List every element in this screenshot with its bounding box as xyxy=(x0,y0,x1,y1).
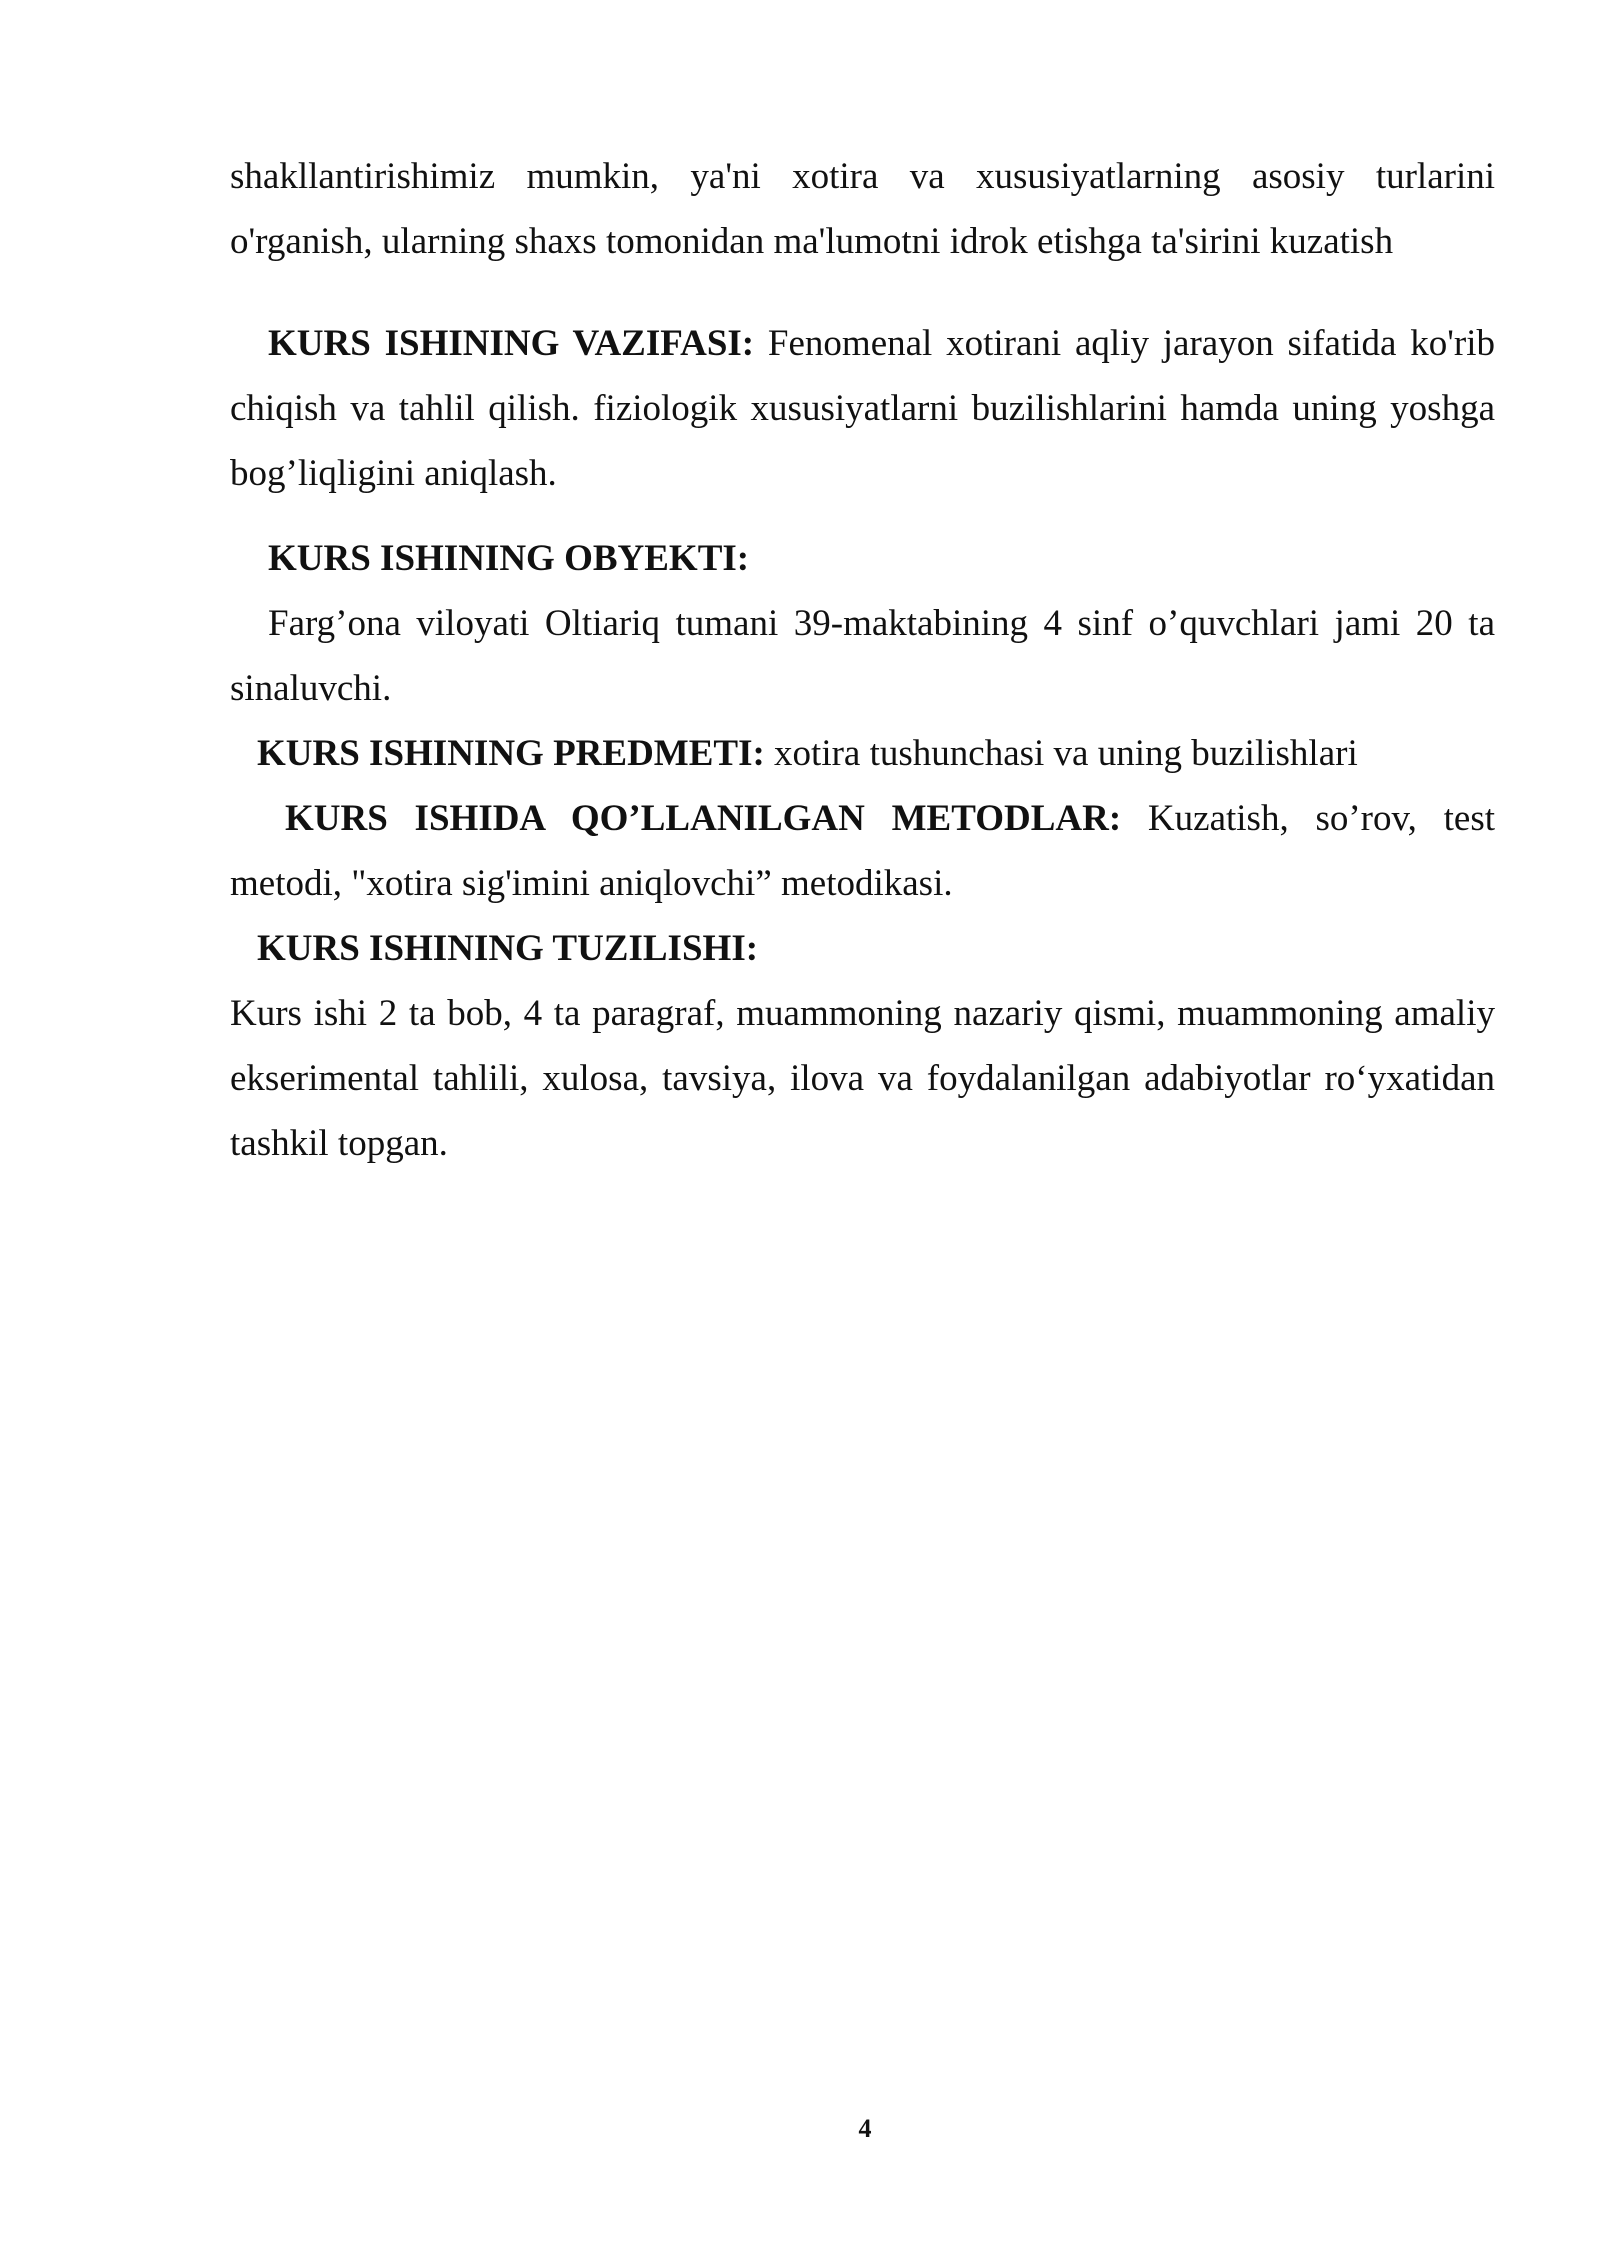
intro-line-1: shakllantirishimiz mumkin, ya'ni xotira va xususiyatlarning asosiy turlarini xyxy=(230,156,1495,197)
obyekti-heading: KURS ISHINING OBYEKTI: xyxy=(268,538,750,579)
obyekti-text: Farg’ona viloyati Oltiariq tumani 39-maktabining 4 sinf o’quvchlari jami 20 ta sinaluvchi. xyxy=(230,603,1495,709)
metodlar-text: Kuzatish, so’rov, test metodi, "xotira sig'imini aniqlovchi” metodikasi. xyxy=(230,798,1495,904)
tuzilishi-section xyxy=(230,916,1495,1176)
page-number: 4 xyxy=(858,2114,872,2143)
vazifasi-text: Fenomenal xotirani aqliy jarayon sifatida ko'rib chiqish va tahlil qilish. fiziologik xususiyatlarni buzilishlarini hamda uning yoshga bog’liqligini aniqlash. xyxy=(230,323,1495,494)
metodlar-heading: KURS ISHIDA QO’LLANILGAN METODLAR: xyxy=(285,798,1122,839)
metodlar-section xyxy=(230,786,1495,916)
obyekti-section xyxy=(230,526,1495,721)
intro-paragraph xyxy=(230,144,1495,274)
tuzilishi-text: Kurs ishi 2 ta bob, 4 ta paragraf, muammoning nazariy qismi, muammoning amaliy ekserimental tahlili, xulosa, tavsiya, ilova va foydalanilgan adabiyotlar ro‘yxatidan tashkil topgan. xyxy=(230,993,1495,1164)
vazifasi-paragraph xyxy=(230,311,1495,506)
predmeti-text: xotira tushunchasi va uning buzilishlari xyxy=(764,733,1358,774)
predmeti-section xyxy=(230,721,1495,786)
predmeti-heading: KURS ISHINING PREDMETI: xyxy=(257,733,765,774)
vazifasi-heading: KURS ISHINING VAZIFASI: xyxy=(268,323,755,364)
intro-line-2: o'rganish, ularning shaxs tomonidan ma'lumotni idrok etishga ta'sirini kuzatish xyxy=(230,221,1394,262)
tuzilishi-heading: KURS ISHINING TUZILISHI: xyxy=(257,928,759,969)
